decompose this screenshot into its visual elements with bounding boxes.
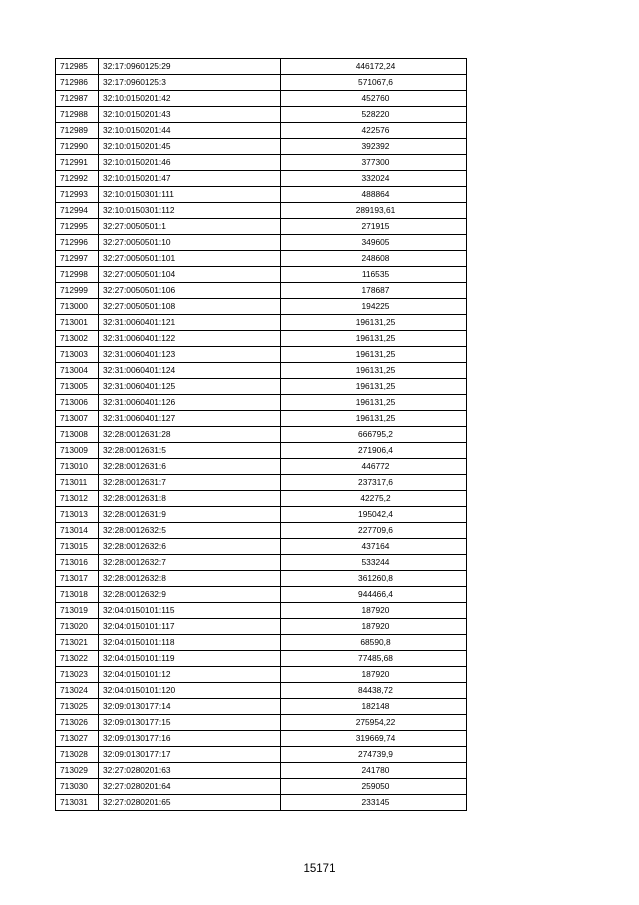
row-number: 713010	[56, 459, 99, 475]
row-number: 713014	[56, 523, 99, 539]
cadastral-value: 488864	[281, 187, 467, 203]
table-row	[56, 203, 467, 219]
cadastral-value: 248608	[281, 251, 467, 267]
row-number: 713031	[56, 795, 99, 811]
table-row	[56, 763, 467, 779]
cadastral-number: 32:04:0150101:115	[99, 603, 281, 619]
table-row	[56, 667, 467, 683]
cadastral-value: 666795,2	[281, 427, 467, 443]
cadastral-number: 32:27:0280201:64	[99, 779, 281, 795]
cadastral-number: 32:28:0012631:28	[99, 427, 281, 443]
row-number: 712994	[56, 203, 99, 219]
row-number: 713011	[56, 475, 99, 491]
page-number: 15171	[303, 863, 336, 875]
row-number: 712997	[56, 251, 99, 267]
table-row	[56, 699, 467, 715]
cadastral-number: 32:28:0012632:7	[99, 555, 281, 571]
row-number: 713015	[56, 539, 99, 555]
row-number: 713022	[56, 651, 99, 667]
cadastral-value: 361260,8	[281, 571, 467, 587]
cadastral-value: 237317,6	[281, 475, 467, 491]
cadastral-value: 187920	[281, 603, 467, 619]
cadastral-number: 32:31:0060401:121	[99, 315, 281, 331]
cadastral-number: 32:28:0012631:8	[99, 491, 281, 507]
cadastral-value: 332024	[281, 171, 467, 187]
row-number: 713026	[56, 715, 99, 731]
row-number: 712988	[56, 107, 99, 123]
cadastral-value: 182148	[281, 699, 467, 715]
table-body	[56, 59, 467, 811]
table-row	[56, 379, 467, 395]
cadastral-number: 32:04:0150101:118	[99, 635, 281, 651]
row-number: 713019	[56, 603, 99, 619]
cadastral-value: 194225	[281, 299, 467, 315]
cadastral-value: 944466,4	[281, 587, 467, 603]
table-row	[56, 715, 467, 731]
table-row	[56, 171, 467, 187]
row-number: 712987	[56, 91, 99, 107]
cadastral-number: 32:10:0150301:111	[99, 187, 281, 203]
cadastral-value: 68590,8	[281, 635, 467, 651]
row-number: 713020	[56, 619, 99, 635]
table-row	[56, 523, 467, 539]
table-row	[56, 747, 467, 763]
table-row	[56, 155, 467, 171]
cadastral-value: 84438,72	[281, 683, 467, 699]
table-row	[56, 347, 467, 363]
cadastral-number: 32:17:0960125:29	[99, 59, 281, 75]
cadastral-number: 32:31:0060401:124	[99, 363, 281, 379]
row-number: 713017	[56, 571, 99, 587]
row-number: 713024	[56, 683, 99, 699]
table-row	[56, 491, 467, 507]
table-row	[56, 315, 467, 331]
cadastral-value: 392392	[281, 139, 467, 155]
cadastral-value: 271915	[281, 219, 467, 235]
cadastral-value: 196131,25	[281, 347, 467, 363]
row-number: 712986	[56, 75, 99, 91]
row-number: 713007	[56, 411, 99, 427]
cadastral-value: 446772	[281, 459, 467, 475]
cadastral-value: 275954,22	[281, 715, 467, 731]
row-number: 713001	[56, 315, 99, 331]
table-row	[56, 283, 467, 299]
row-number: 713028	[56, 747, 99, 763]
row-number: 713023	[56, 667, 99, 683]
row-number: 713018	[56, 587, 99, 603]
cadastral-number: 32:17:0960125:3	[99, 75, 281, 91]
cadastral-value: 533244	[281, 555, 467, 571]
row-number: 712992	[56, 171, 99, 187]
table-row	[56, 299, 467, 315]
row-number: 712985	[56, 59, 99, 75]
table-row	[56, 539, 467, 555]
table-row	[56, 635, 467, 651]
row-number: 712989	[56, 123, 99, 139]
cadastral-value: 195042,4	[281, 507, 467, 523]
cadastral-value: 452760	[281, 91, 467, 107]
table-row	[56, 219, 467, 235]
cadastral-number: 32:31:0060401:122	[99, 331, 281, 347]
row-number: 712999	[56, 283, 99, 299]
cadastral-number: 32:28:0012632:9	[99, 587, 281, 603]
table-row	[56, 571, 467, 587]
row-number: 713016	[56, 555, 99, 571]
cadastral-number: 32:27:0050501:106	[99, 283, 281, 299]
cadastral-value: 319669,74	[281, 731, 467, 747]
table-row	[56, 123, 467, 139]
cadastral-value: 289193,61	[281, 203, 467, 219]
cadastral-value: 377300	[281, 155, 467, 171]
table-row	[56, 91, 467, 107]
cadastral-number: 32:10:0150201:47	[99, 171, 281, 187]
table-row	[56, 267, 467, 283]
cadastral-number: 32:27:0050501:10	[99, 235, 281, 251]
table-row	[56, 427, 467, 443]
row-number: 713002	[56, 331, 99, 347]
cadastral-number: 32:09:0130177:16	[99, 731, 281, 747]
table-row	[56, 443, 467, 459]
cadastral-value: 233145	[281, 795, 467, 811]
cadastral-value: 42275,2	[281, 491, 467, 507]
cadastral-number: 32:27:0050501:108	[99, 299, 281, 315]
row-number: 713009	[56, 443, 99, 459]
cadastral-number: 32:10:0150201:45	[99, 139, 281, 155]
table-row	[56, 603, 467, 619]
table-row	[56, 795, 467, 811]
row-number: 712996	[56, 235, 99, 251]
table-row	[56, 683, 467, 699]
row-number: 713027	[56, 731, 99, 747]
cadastral-value: 116535	[281, 267, 467, 283]
cadastral-number: 32:31:0060401:126	[99, 395, 281, 411]
row-number: 713030	[56, 779, 99, 795]
cadastral-value: 196131,25	[281, 331, 467, 347]
table-row	[56, 75, 467, 91]
cadastral-value: 422576	[281, 123, 467, 139]
cadastral-value-table	[55, 58, 467, 811]
cadastral-number: 32:09:0130177:14	[99, 699, 281, 715]
cadastral-value: 227709,6	[281, 523, 467, 539]
row-number: 713013	[56, 507, 99, 523]
table-row	[56, 363, 467, 379]
table-row	[56, 507, 467, 523]
cadastral-value: 259050	[281, 779, 467, 795]
cadastral-value: 196131,25	[281, 395, 467, 411]
row-number: 712998	[56, 267, 99, 283]
table-row	[56, 411, 467, 427]
row-number: 712991	[56, 155, 99, 171]
table-row	[56, 651, 467, 667]
cadastral-number: 32:28:0012631:5	[99, 443, 281, 459]
cadastral-value: 196131,25	[281, 411, 467, 427]
cadastral-value: 196131,25	[281, 363, 467, 379]
row-number: 713029	[56, 763, 99, 779]
row-number: 713004	[56, 363, 99, 379]
row-number: 713025	[56, 699, 99, 715]
cadastral-number: 32:09:0130177:15	[99, 715, 281, 731]
cadastral-value: 241780	[281, 763, 467, 779]
table-row	[56, 731, 467, 747]
table-row	[56, 59, 467, 75]
cadastral-value: 196131,25	[281, 315, 467, 331]
cadastral-number: 32:31:0060401:125	[99, 379, 281, 395]
cadastral-value: 187920	[281, 619, 467, 635]
table-row	[56, 619, 467, 635]
cadastral-value: 77485,68	[281, 651, 467, 667]
cadastral-value: 271906,4	[281, 443, 467, 459]
cadastral-value: 571067,6	[281, 75, 467, 91]
cadastral-number: 32:28:0012632:8	[99, 571, 281, 587]
cadastral-value: 187920	[281, 667, 467, 683]
cadastral-value: 528220	[281, 107, 467, 123]
cadastral-value: 274739,9	[281, 747, 467, 763]
cadastral-number: 32:10:0150201:42	[99, 91, 281, 107]
row-number: 713000	[56, 299, 99, 315]
table-row	[56, 475, 467, 491]
cadastral-number: 32:09:0130177:17	[99, 747, 281, 763]
cadastral-number: 32:04:0150101:12	[99, 667, 281, 683]
cadastral-value: 446172,24	[281, 59, 467, 75]
cadastral-number: 32:10:0150201:46	[99, 155, 281, 171]
table-row	[56, 779, 467, 795]
row-number: 712995	[56, 219, 99, 235]
table-row	[56, 555, 467, 571]
cadastral-number: 32:28:0012631:9	[99, 507, 281, 523]
table-row	[56, 331, 467, 347]
row-number: 712990	[56, 139, 99, 155]
table-row	[56, 251, 467, 267]
row-number: 713021	[56, 635, 99, 651]
cadastral-value: 178687	[281, 283, 467, 299]
table-row	[56, 187, 467, 203]
cadastral-number: 32:27:0280201:65	[99, 795, 281, 811]
cadastral-value: 349605	[281, 235, 467, 251]
cadastral-number: 32:28:0012631:6	[99, 459, 281, 475]
cadastral-number: 32:27:0050501:101	[99, 251, 281, 267]
cadastral-number: 32:27:0280201:63	[99, 763, 281, 779]
cadastral-value: 196131,25	[281, 379, 467, 395]
cadastral-number: 32:10:0150201:44	[99, 123, 281, 139]
cadastral-number: 32:27:0050501:1	[99, 219, 281, 235]
row-number: 713006	[56, 395, 99, 411]
table-row	[56, 459, 467, 475]
cadastral-number: 32:31:0060401:127	[99, 411, 281, 427]
cadastral-number: 32:27:0050501:104	[99, 267, 281, 283]
row-number: 713012	[56, 491, 99, 507]
cadastral-number: 32:04:0150101:117	[99, 619, 281, 635]
table-row	[56, 235, 467, 251]
table-row	[56, 139, 467, 155]
row-number: 712993	[56, 187, 99, 203]
table-row	[56, 107, 467, 123]
cadastral-number: 32:31:0060401:123	[99, 347, 281, 363]
row-number: 713005	[56, 379, 99, 395]
row-number: 713003	[56, 347, 99, 363]
table-row	[56, 395, 467, 411]
cadastral-number: 32:28:0012631:7	[99, 475, 281, 491]
table-row	[56, 587, 467, 603]
cadastral-number: 32:10:0150201:43	[99, 107, 281, 123]
row-number: 713008	[56, 427, 99, 443]
cadastral-number: 32:04:0150101:120	[99, 683, 281, 699]
cadastral-number: 32:04:0150101:119	[99, 651, 281, 667]
cadastral-number: 32:28:0012632:5	[99, 523, 281, 539]
cadastral-number: 32:28:0012632:6	[99, 539, 281, 555]
cadastral-value: 437164	[281, 539, 467, 555]
cadastral-number: 32:10:0150301:112	[99, 203, 281, 219]
